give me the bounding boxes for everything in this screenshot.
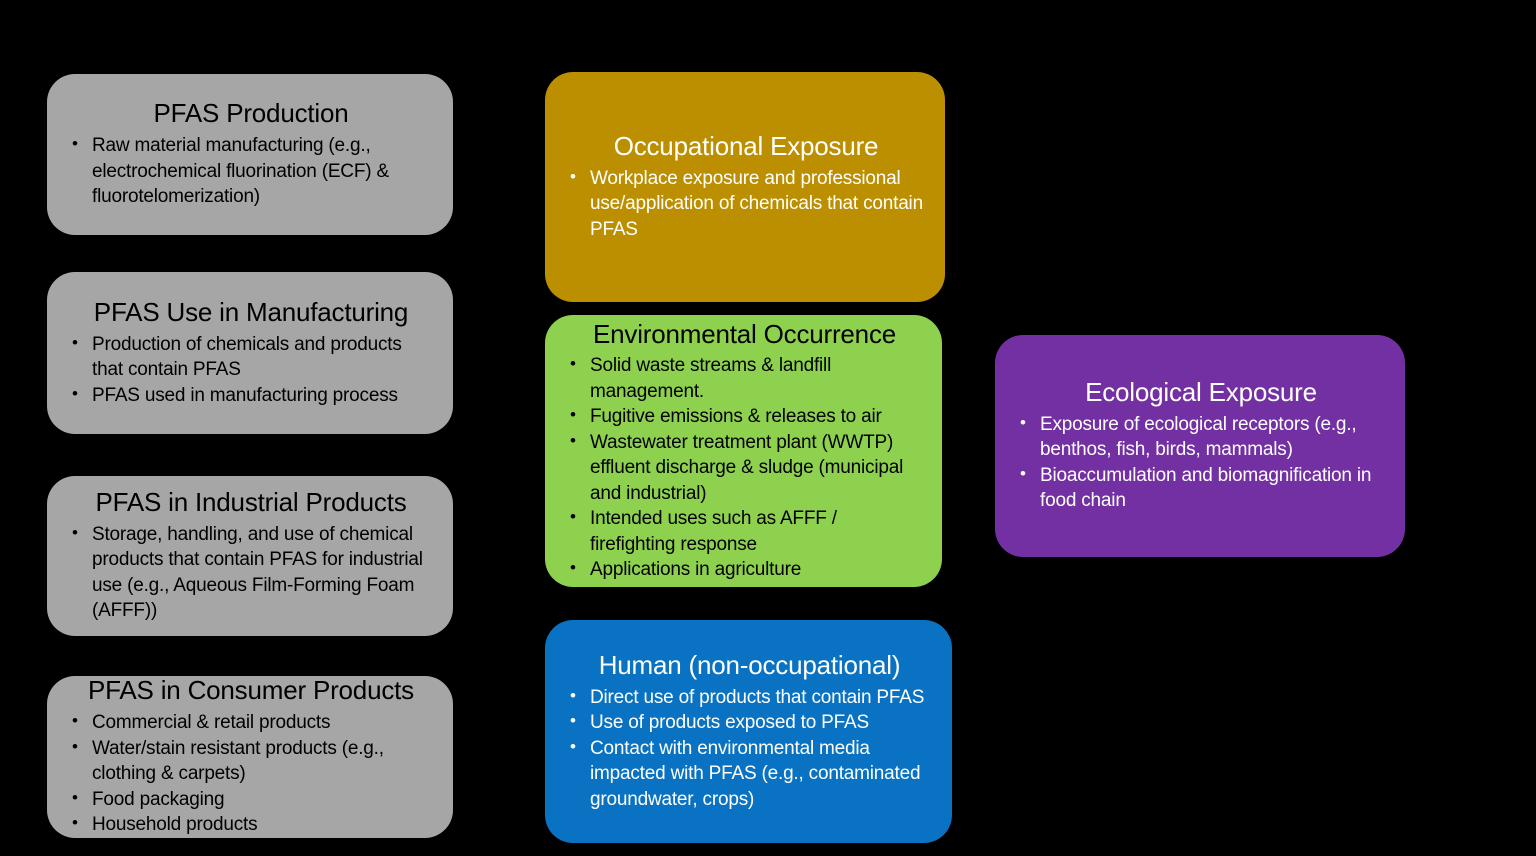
bullet-item: • Food packaging	[65, 787, 437, 812]
box-title: PFAS Use in Manufacturing	[93, 296, 409, 327]
bullet-item: • Production of chemicals and products that contain PFAS	[65, 332, 437, 383]
bullet-item: • Applications in agriculture	[563, 557, 926, 582]
box-bullet-list	[65, 133, 437, 209]
bullet-item: • Direct use of products that contain PFAS	[563, 685, 936, 710]
bullet-item: • Raw material manufacturing (e.g., electrochemical fluorination (ECF) & fluorotelomerization)	[65, 133, 437, 209]
bullet-item: • Solid waste streams & landfill management.	[563, 353, 926, 404]
box-bullet-list	[65, 522, 437, 624]
box-ecological-exposure	[995, 335, 1405, 557]
box-bullet-list	[65, 332, 437, 408]
box-environmental-occurrence	[545, 315, 942, 587]
box-title: Environmental Occurrence	[593, 318, 896, 349]
bullet-item: • Contact with environmental media impacted with PFAS (e.g., contaminated groundwater, crops)	[563, 736, 936, 812]
box-pfas-in-consumer-products	[47, 676, 453, 838]
box-bullet-list	[1013, 412, 1389, 514]
bullet-item: • Wastewater treatment plant (WWTP) effluent discharge & sludge (municipal and industrial)	[563, 430, 926, 506]
bullet-item: • Workplace exposure and professional use/application of chemicals that contain PFAS	[563, 166, 929, 242]
box-occupational-exposure	[545, 72, 945, 302]
bullet-item: • Household products	[65, 812, 437, 837]
box-title: Ecological Exposure	[1085, 377, 1317, 408]
bullet-item: • Intended uses such as AFFF / firefighting response	[563, 506, 926, 557]
box-pfas-production	[47, 74, 453, 235]
box-bullet-list	[65, 710, 437, 837]
bullet-item: • Commercial & retail products	[65, 710, 437, 735]
bullet-item: • PFAS used in manufacturing process	[65, 383, 437, 408]
box-bullet-list	[563, 353, 926, 582]
box-title: PFAS in Industrial Products	[95, 487, 407, 518]
bullet-item: • Bioaccumulation and biomagnification in food chain	[1013, 463, 1389, 514]
bullet-item: • Exposure of ecological receptors (e.g., benthos, fish, birds, mammals)	[1013, 412, 1389, 463]
bullet-item: • Use of products exposed to PFAS	[563, 710, 936, 735]
box-bullet-list	[563, 166, 929, 242]
box-bullet-list	[563, 685, 936, 812]
box-title: PFAS Production	[153, 98, 349, 129]
bullet-item: • Storage, handling, and use of chemical products that contain PFAS for industrial use (e.g., Aqueous Film-Forming Foam (AFFF))	[65, 522, 437, 624]
box-human-non-occupational	[545, 620, 952, 843]
bullet-item: • Water/stain resistant products (e.g., clothing & carpets)	[65, 736, 437, 787]
box-pfas-in-industrial-products	[47, 476, 453, 636]
box-title: Human (non-occupational)	[598, 649, 901, 680]
bullet-item: • Fugitive emissions & releases to air	[563, 404, 926, 429]
box-title: PFAS in Consumer Products	[88, 675, 414, 706]
box-title: Occupational Exposure	[613, 130, 879, 161]
box-pfas-use-in-manufacturing	[47, 272, 453, 434]
